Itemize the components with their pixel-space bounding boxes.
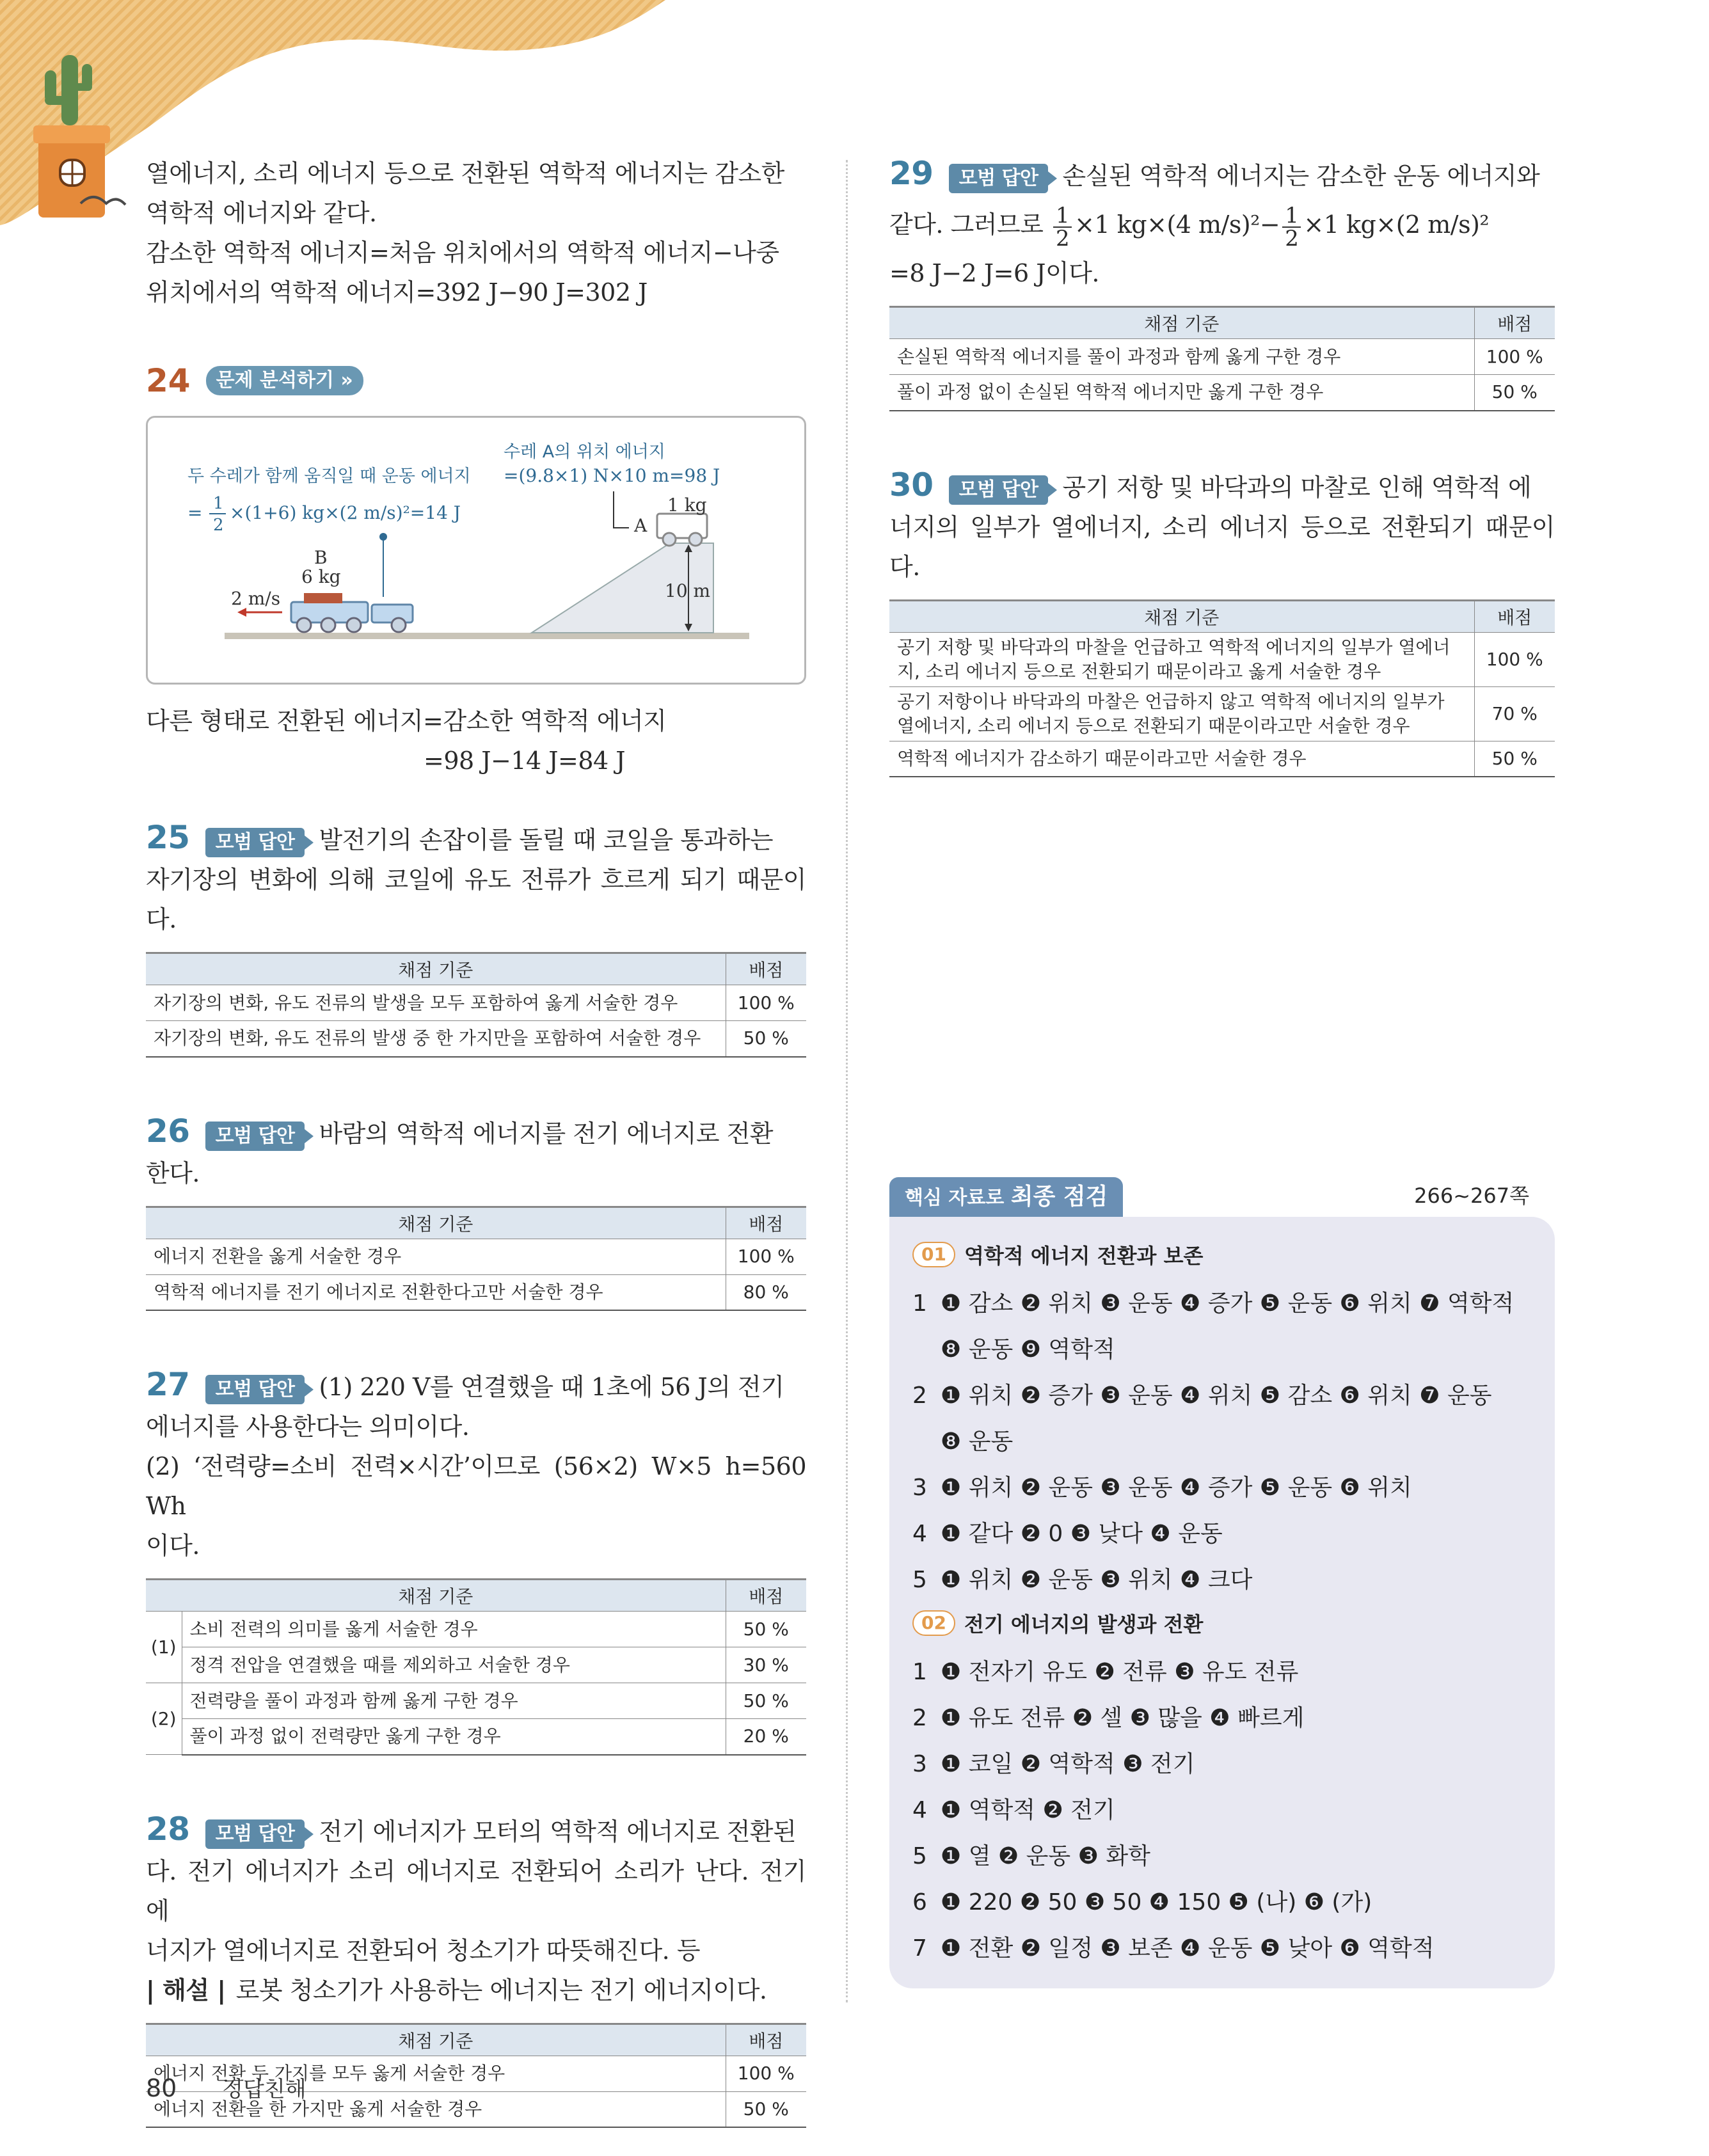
answer-row (912, 1281, 1537, 1327)
points-cell: 100 % (1474, 339, 1555, 375)
question-number: 30 (889, 466, 934, 503)
points-header: 배점 (726, 2024, 806, 2056)
points-header: 배점 (1474, 600, 1555, 632)
row-text: ❶ 위치 ❷ 운동 ❸ 위치 ❹ 크다 (941, 1567, 1253, 1593)
points-cell: 50 % (726, 1021, 806, 1057)
answer-row (912, 1741, 1537, 1787)
answer-row (912, 1373, 1537, 1419)
question-number: 27 (146, 1366, 190, 1403)
points-cell: 30 % (726, 1647, 806, 1683)
q27-scoring-table (146, 1578, 806, 1756)
group-label: (2) (146, 1683, 182, 1755)
points-cell: 50 % (726, 1612, 806, 1647)
model-answer-badge: 모범 답안 (205, 1122, 305, 1151)
q27-text: 에너지를 사용한다는 의미이다. (146, 1413, 470, 1441)
cart-a (657, 514, 707, 546)
q23-line: 감소한 역학적 에너지=처음 위치에서의 역학적 에너지−나중 (146, 239, 779, 267)
q23-line: 열에너지, 소리 에너지 등으로 전환된 역학적 에너지는 감소한 (146, 159, 784, 187)
points-cell: 50 % (1474, 375, 1555, 411)
row-text: ❶ 감소 ❷ 위치 ❸ 운동 ❹ 증가 ❺ 운동 ❻ 위치 ❼ 역학적 (941, 1290, 1514, 1317)
row-text: ❶ 역학적 ❷ 전기 (941, 1797, 1115, 1823)
points-cell: 20 % (726, 1719, 806, 1755)
points-cell: 70 % (1474, 686, 1555, 741)
criteria-cell: 공기 저항 및 바닥과의 마찰을 언급하고 역학적 에너지의 일부가 열에너지, 소리 에너지 등으로 전환되기 때문이라고 옳게 서술한 경우 (889, 632, 1474, 686)
criteria-header: 채점 기준 (146, 1207, 726, 1239)
row-number: 5 (912, 1567, 927, 1593)
points-cell: 100 % (726, 2056, 806, 2091)
tab-title: 최종 점검 (1010, 1184, 1108, 1210)
fraction (1053, 202, 1072, 251)
q25-text: 자기장의 변화에 의해 코일에 유도 전류가 흐르게 되기 때문이다. (146, 866, 806, 933)
column-divider (846, 160, 848, 2002)
moving-energy-frac-den: 2 (213, 516, 224, 535)
q24-line: =98 J−14 J=84 J (424, 747, 626, 775)
points-cell: 100 % (726, 985, 806, 1021)
points-header: 배점 (726, 1580, 806, 1612)
section-heading (912, 1240, 1537, 1269)
cart-diagram (146, 416, 806, 685)
q26-answer (146, 1111, 806, 1153)
row-number: 1 (912, 1659, 927, 1685)
points-cell: 50 % (726, 2091, 806, 2127)
analysis-badge: 문제 분석하기 » (206, 366, 363, 395)
criteria-cell: 역학적 에너지를 전기 에너지로 전환한다고만 서술한 경우 (146, 1274, 726, 1310)
criteria-cell: 에너지 전환을 한 가지만 옳게 서술한 경우 (146, 2091, 726, 2127)
row-number: 5 (912, 1843, 927, 1869)
q30-text: 너지의 일부가 열에너지, 소리 에너지 등으로 전환되기 때문이다. (889, 512, 1555, 581)
criteria-cell: 소비 전력의 의미를 옳게 서술한 경우 (182, 1612, 726, 1647)
q27-text: (1) 220 V를 연결했을 때 1초에 56 J의 전기 (319, 1373, 784, 1401)
q24-line: 다른 형태로 전환된 에너지=감소한 역학적 에너지 (146, 707, 667, 735)
section-number: 01 (912, 1242, 955, 1267)
q25-text: 발전기의 손잡이를 돌릴 때 코일을 통과하는 (319, 826, 774, 854)
row-text: ❶ 220 ❷ 50 ❸ 50 ❹ 150 ❺ (나) ❻ (가) (941, 1889, 1372, 1915)
points-cell: 100 % (726, 1239, 806, 1274)
tab-label: 핵심 자료로 (905, 1187, 1005, 1209)
final-check-panel (889, 1177, 1555, 1988)
criteria-cell: 손실된 역학적 에너지를 풀이 과정과 함께 옳게 구한 경우 (889, 339, 1474, 375)
row-number: 3 (912, 1751, 927, 1777)
q26-text: 한다. (146, 1159, 200, 1187)
row-number: 2 (912, 1705, 927, 1731)
section-2-answers (912, 1649, 1537, 1972)
answer-row (912, 1465, 1537, 1511)
explanation-text: 로봇 청소기가 사용하는 에너지는 전기 에너지이다. (235, 1976, 767, 2004)
points-header: 배점 (1474, 307, 1555, 339)
row-text: ❶ 같다 ❷ 0 ❸ 낮다 ❹ 운동 (941, 1521, 1223, 1547)
height-label: 10 m (665, 580, 711, 601)
section-heading (912, 1608, 1537, 1638)
criteria-cell: 정격 전압을 연결했을 때를 제외하고 서술한 경우 (182, 1647, 726, 1683)
criteria-header: 채점 기준 (889, 307, 1474, 339)
speed-label: 2 m/s (231, 588, 281, 609)
cart-a-label: A (634, 515, 648, 536)
q29-text: 같다. 그러므로 (889, 210, 1044, 239)
q29-text: =8 J−2 J=6 J이다. (889, 259, 1099, 287)
model-answer-badge: 모범 답안 (949, 475, 1049, 505)
page-footer (146, 2072, 345, 2103)
q23-continuation (146, 154, 806, 312)
row-text: ❶ 전환 ❷ 일정 ❸ 보존 ❹ 운동 ❺ 낮아 ❻ 역학적 (941, 1935, 1435, 1962)
potential-energy-eq: =(9.8×1) N×10 m=98 J (504, 465, 720, 486)
frac-den: 2 (1056, 225, 1070, 251)
answer-row (912, 1511, 1537, 1557)
q25-scoring-table (146, 952, 806, 1058)
question-number: 29 (889, 155, 934, 192)
final-check-box (889, 1217, 1555, 1988)
q28-text: 너지가 열에너지로 전환되어 청소기가 따뜻해진다. 등 (146, 1936, 701, 1965)
points-header: 배점 (726, 953, 806, 985)
answer-row (912, 1926, 1537, 1972)
q28-answer (146, 1809, 806, 1851)
answer-row (912, 1834, 1537, 1880)
row-number: 2 (912, 1383, 927, 1409)
criteria-header: 채점 기준 (146, 2024, 726, 2056)
moving-energy-frac-num: 1 (213, 494, 224, 513)
row-text: ❶ 유도 전류 ❷ 셀 ❸ 많을 ❹ 빠르게 (941, 1705, 1305, 1731)
section-title: 역학적 에너지 전환과 보존 (964, 1244, 1204, 1268)
q23-line: 역학적 에너지와 같다. (146, 199, 377, 227)
model-answer-badge: 모범 답안 (205, 1819, 305, 1849)
q28-text: 전기 에너지가 모터의 역학적 에너지로 전환된 (319, 1817, 797, 1846)
group-label: (1) (146, 1612, 182, 1683)
row-text: ❶ 위치 ❷ 운동 ❸ 운동 ❹ 증가 ❺ 운동 ❻ 위치 (941, 1475, 1412, 1501)
row-number: 6 (912, 1889, 927, 1915)
section-name: 정답친해 (222, 2077, 306, 2102)
criteria-cell: 전력량을 풀이 과정과 함께 옳게 구한 경우 (182, 1683, 726, 1719)
points-header: 배점 (726, 1207, 806, 1239)
q26-scoring-table (146, 1206, 806, 1312)
q28-text: 다. 전기 에너지가 소리 에너지로 전환되어 소리가 난다. 전기 에 (146, 1857, 806, 1925)
question-number: 28 (146, 1810, 190, 1848)
criteria-cell: 풀이 과정 없이 전력량만 옳게 구한 경우 (182, 1719, 726, 1755)
criteria-header: 채점 기준 (889, 600, 1474, 632)
row-text: ❶ 열 ❷ 운동 ❸ 화학 (941, 1843, 1150, 1869)
criteria-cell: 자기장의 변화, 유도 전류의 발생을 모두 포함하여 옳게 서술한 경우 (146, 985, 726, 1021)
criteria-cell: 에너지 전환 두 가지를 모두 옳게 서술한 경우 (146, 2056, 726, 2091)
criteria-header: 채점 기준 (146, 1580, 726, 1612)
page-range: 266~267쪽 (1414, 1184, 1529, 1208)
q29-text: 손실된 역학적 에너지는 감소한 운동 에너지와 (1062, 162, 1540, 190)
row-number: 3 (912, 1475, 927, 1501)
points-cell: 50 % (726, 1683, 806, 1719)
q25-answer (146, 818, 806, 860)
answer-row (912, 1695, 1537, 1741)
row-text: ❶ 코일 ❷ 역학적 ❸ 전기 (941, 1751, 1195, 1777)
model-answer-badge: 모범 답안 (949, 164, 1049, 193)
fraction (1282, 202, 1301, 251)
row-number: 4 (912, 1521, 927, 1547)
frac-num: 1 (1282, 205, 1301, 228)
answer-row (912, 1787, 1537, 1834)
question-number: 25 (146, 819, 190, 856)
final-check-tab (889, 1177, 1123, 1217)
q29-text: ×1 kg×(2 m/s)² (1303, 210, 1490, 239)
q30-answer (889, 465, 1555, 507)
row-number: 4 (912, 1797, 927, 1823)
model-answer-badge: 모범 답안 (205, 1375, 305, 1404)
moving-energy-eq: ×(1+6) kg×(2 m/s)²=14 J (230, 502, 461, 523)
q24-header (146, 362, 806, 399)
q29-answer (889, 154, 1555, 196)
criteria-header: 채점 기준 (146, 953, 726, 985)
q29-formula (889, 196, 1555, 253)
criteria-cell: 공기 저항이나 바닥과의 마찰은 언급하지 않고 역학적 에너지의 일부가 열에너지, 소리 에너지 등으로 전환되기 때문이라고만 서술한 경우 (889, 686, 1474, 741)
criteria-cell: 에너지 전환을 옳게 서술한 경우 (146, 1239, 726, 1274)
row-text: ❽ 운동 ❾ 역학적 (941, 1336, 1115, 1363)
q26-text: 바람의 역학적 에너지를 전기 에너지로 전환 (319, 1119, 774, 1148)
section-1-answers (912, 1281, 1537, 1603)
q29-scoring-table (889, 306, 1555, 411)
q27-answer (146, 1365, 806, 1407)
moving-energy-eq-prefix: = (187, 502, 203, 523)
row-text: ❽ 운동 (941, 1429, 1013, 1455)
question-number: 26 (146, 1112, 190, 1150)
page-number: 80 (146, 2074, 177, 2102)
answer-row (912, 1649, 1537, 1695)
section-title: 전기 에너지의 발생과 전환 (964, 1612, 1204, 1637)
section-number: 02 (912, 1610, 955, 1636)
criteria-cell: 역학적 에너지가 감소하기 때문이라고만 서술한 경우 (889, 741, 1474, 777)
q23-line: 위치에서의 역학적 에너지=392 J−90 J=302 J (146, 278, 648, 306)
carts-b (291, 593, 413, 632)
potential-energy-label: 수레 A의 위치 에너지 (504, 442, 665, 462)
criteria-cell: 풀이 과정 없이 손실된 역학적 에너지만 옳게 구한 경우 (889, 375, 1474, 411)
points-cell: 50 % (1474, 741, 1555, 777)
moving-energy-label: 두 수레가 함께 움직일 때 운동 에너지 (187, 466, 471, 486)
model-answer-badge: 모범 답안 (205, 828, 305, 857)
row-text: ❶ 전자기 유도 ❷ 전류 ❸ 유도 전류 (941, 1659, 1299, 1685)
q28-explanation (146, 1970, 806, 2010)
explanation-label: | 해설 | (146, 1976, 226, 2004)
answer-row (912, 1419, 1537, 1465)
answer-row (912, 1327, 1537, 1373)
points-cell: 80 % (726, 1274, 806, 1310)
cart-b-label: B (314, 547, 328, 568)
row-text: ❶ 위치 ❷ 증가 ❸ 운동 ❹ 위치 ❺ 감소 ❻ 위치 ❼ 운동 (941, 1383, 1492, 1409)
row-number: 1 (912, 1290, 927, 1317)
question-number: 24 (146, 362, 191, 399)
frac-den: 2 (1285, 225, 1299, 251)
q30-text: 공기 저항 및 바닥과의 마찰로 인해 역학적 에 (1062, 473, 1532, 502)
cart-b-mass: 6 kg (301, 566, 341, 587)
row-number: 7 (912, 1935, 927, 1962)
answer-row (912, 1880, 1537, 1926)
q27-text: 이다. (146, 1532, 200, 1560)
frac-num: 1 (1053, 205, 1072, 228)
criteria-cell: 자기장의 변화, 유도 전류의 발생 중 한 가지만을 포함하여 서술한 경우 (146, 1021, 726, 1057)
q27-text: (2) ‘전력량=소비 전력×시간’이므로 (56×2) W×5 h=560 Wh (146, 1452, 806, 1520)
q30-scoring-table (889, 599, 1555, 778)
cart-a-mass: 1 kg (667, 495, 707, 516)
points-cell: 100 % (1474, 632, 1555, 686)
answer-row (912, 1557, 1537, 1603)
q29-text: ×1 kg×(4 m/s)²− (1074, 210, 1280, 239)
